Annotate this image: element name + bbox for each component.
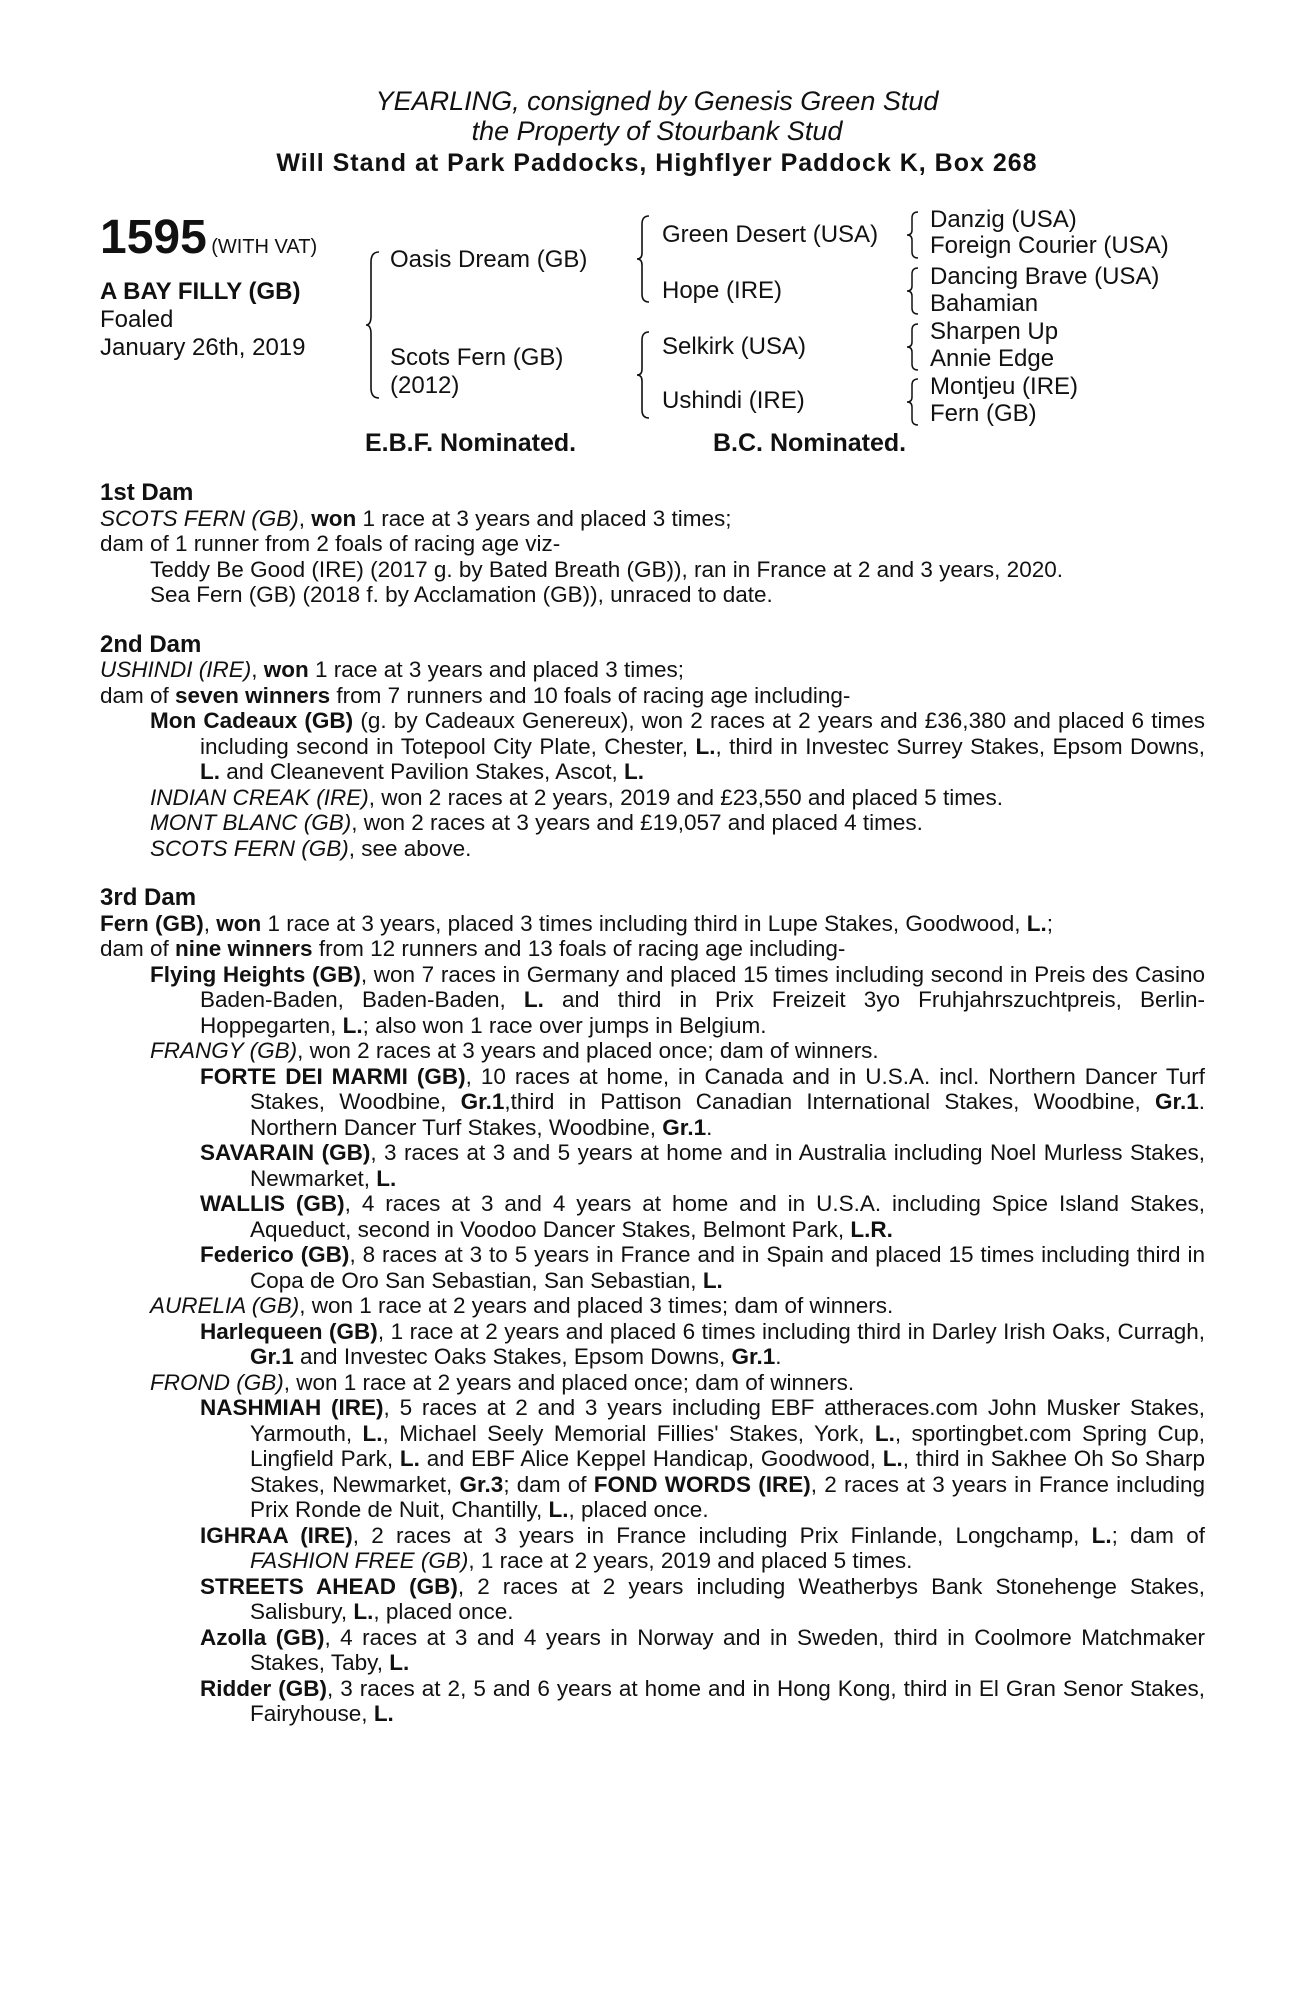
produce-item: STREETS AHEAD (GB), 2 races at 2 years including Weatherbys Bank Stonehenge Stakes, Salisbury, L., placed once.	[200, 1573, 1205, 1624]
second-dam-title: 2nd Dam	[100, 630, 202, 658]
dam-brace	[635, 330, 653, 420]
gen3-2: Foreign Courier (USA)	[930, 232, 1169, 259]
gen3-8: Fern (GB)	[930, 400, 1037, 427]
third-dam-record: Fern (GB), won 1 race at 3 years, placed 3 times including third in Lupe Stakes, Goodwood, L.;	[100, 910, 1053, 936]
foaled-date: January 26th, 2019	[100, 334, 306, 361]
vat-note: (WITH VAT)	[211, 236, 318, 258]
produce-item: Sea Fern (GB) (2018 f. by Acclamation (GB)), unraced to date.	[150, 582, 773, 607]
bc-nominated: B.C. Nominated.	[713, 429, 907, 457]
gen3-3: Dancing Brave (USA)	[930, 263, 1160, 290]
produce-item: WALLIS (GB), 4 races at 3 and 4 years at home and in U.S.A. including Spice Island Stakes, Aqueduct, second in Voodoo Dancer Stakes, Belmont Park, L.R.	[200, 1191, 1205, 1242]
lot-number: 1595	[100, 211, 207, 264]
produce-item: Harlequeen (GB), 1 race at 2 years and placed 6 times including third in Darley Irish Oaks, Curragh, Gr.1 and Investec Oaks Stakes, Epsom Downs, Gr.1.	[200, 1318, 1206, 1369]
sire-brace	[635, 214, 653, 304]
produce-item: INDIAN CREAK (IRE), won 2 races at 2 years, 2019 and £23,550 and placed 5 times.	[150, 784, 1003, 810]
produce-item: NASHMIAH (IRE), 5 races at 2 and 3 years including EBF attheraces.com John Musker Stakes, Yarmouth, L., Michael Seely Memorial Fillies' Stakes, York, L., sportingbet.com Spring Cup, Lingfield Park, L. and EBF Alice Keppel Handicap, Goodwood, L., third in Sakhee Oh So Sharp Stakes, Newmarket, Gr.3; dam of FOND WORDS (IRE), 2 races at 3 years in France including Prix Ronde de Nuit, Chantilly, L., placed once.	[200, 1395, 1206, 1522]
third-dam-produce-intro: dam of nine winners from 12 runners and 13 foals of racing age including-	[100, 936, 846, 961]
produce-item: IGHRAA (IRE), 2 races at 3 years in France including Prix Finlande, Longchamp, L.; dam of FASHION FREE (GB), 1 race at 2 years, 2019 and placed 5 times.	[200, 1522, 1205, 1573]
produce-item: FROND (GB), won 1 race at 2 years and placed once; dam of winners.	[150, 1369, 855, 1395]
gen3-1: Danzig (USA)	[930, 206, 1077, 233]
produce-item: FRANGY (GB), won 2 races at 3 years and placed once; dam of winners.	[150, 1038, 879, 1063]
produce-item: AURELIA (GB), won 1 race at 2 years and placed 3 times; dam of winners.	[150, 1293, 894, 1318]
produce-item: SCOTS FERN (GB), see above.	[150, 835, 472, 861]
sire-sire: Green Desert (USA)	[662, 221, 879, 248]
header-line-2: the Property of Stourbank Stud	[471, 116, 843, 146]
gen3-brace-3	[905, 322, 921, 372]
produce-item: Teddy Be Good (IRE) (2017 g. by Bated Breath (GB)), ran in France at 2 and 3 years, 2020.	[150, 556, 1063, 582]
header-line-3: Will Stand at Park Paddocks, Highflyer Paddock K, Box 268	[276, 149, 1038, 177]
second-dam-produce-intro: dam of seven winners from 7 runners and 10 foals of racing age including-	[100, 682, 851, 708]
third-dam-title: 3rd Dam	[100, 884, 197, 911]
produce-item: MONT BLANC (GB), won 2 races at 3 years and £19,057 and placed 4 times.	[150, 810, 923, 835]
ebf-nominated: E.B.F. Nominated.	[365, 429, 577, 457]
produce-item: Federico (GB), 8 races at 3 to 5 years in France and in Spain and placed 15 times including third in Copa de Oro San Sebastian, San Sebastian, L.	[200, 1242, 1205, 1293]
second-dam-record: USHINDI (IRE), won 1 race at 3 years and placed 3 times;	[100, 657, 684, 682]
produce-item: Flying Heights (GB), won 7 races in Germany and placed 15 times including second in Preis des Casino Baden-Baden, Baden-Baden, L. and third in Prix Freizeit 3yo Fruhjahrszuchtpreis, Berlin-Hoppegarten, L.; also won 1 race over jumps in Belgium.	[150, 961, 1206, 1038]
produce-item: Ridder (GB), 3 races at 2, 5 and 6 years at home and in Hong Kong, third in El Gran Senor Stakes, Fairyhouse, L.	[200, 1675, 1205, 1726]
gen3-7: Montjeu (IRE)	[930, 373, 1079, 400]
produce-item: SAVARAIN (GB), 3 races at 3 and 5 years at home and in Australia including Noel Murless Stakes, Newmarket, L.	[200, 1140, 1205, 1191]
gen3-4: Bahamian	[930, 290, 1039, 317]
produce-item: Mon Cadeaux (GB) (g. by Cadeaux Genereux), won 2 races at 2 years and £36,380 and placed 6 times including second in Totepool City Plate, Chester, L., third in Investec Surrey Stakes, Epsom Downs, L. and Cleanevent Pavilion Stakes, Ascot, L.	[150, 708, 1205, 784]
gen3-brace-1	[905, 210, 921, 260]
dam-dam: Ushindi (IRE)	[662, 387, 805, 414]
gen3-5: Sharpen Up	[930, 318, 1059, 345]
lot-name: A BAY FILLY (GB)	[100, 278, 301, 305]
first-dam-title: 1st Dam	[100, 479, 194, 506]
produce-item: Azolla (GB), 4 races at 3 and 4 years in Norway and in Sweden, third in Coolmore Matchmaker Stakes, Taby, L.	[200, 1624, 1206, 1675]
sire-dam: Hope (IRE)	[662, 277, 783, 304]
lot-number-block	[100, 210, 317, 265]
dam: Scots Fern (GB)	[390, 344, 564, 371]
dam-year: (2012)	[390, 372, 460, 399]
gen3-6: Annie Edge	[930, 345, 1055, 372]
dam-history	[100, 480, 1205, 1727]
produce-item: FORTE DEI MARMI (GB), 10 races at home, in Canada and in U.S.A. incl. Northern Dancer Turf Stakes, Woodbine, Gr.1,third in Pattison Canadian International Stakes, Woodbine, Gr.1. Northern Dancer Turf Stakes, Woodbine, Gr.1.	[200, 1063, 1205, 1140]
first-dam-produce-intro: dam of 1 runner from 2 foals of racing age viz-	[100, 531, 561, 556]
header-line-1: YEARLING, consigned by Genesis Green Stud	[375, 86, 939, 116]
first-dam-record: SCOTS FERN (GB), won 1 race at 3 years and placed 3 times;	[100, 505, 732, 531]
sire: Oasis Dream (GB)	[390, 246, 588, 273]
dam-sire: Selkirk (USA)	[662, 333, 807, 360]
gen3-brace-4	[905, 377, 921, 427]
sire-dam-brace	[365, 250, 385, 400]
gen3-brace-2	[905, 266, 921, 316]
foaled-label: Foaled	[100, 306, 174, 333]
